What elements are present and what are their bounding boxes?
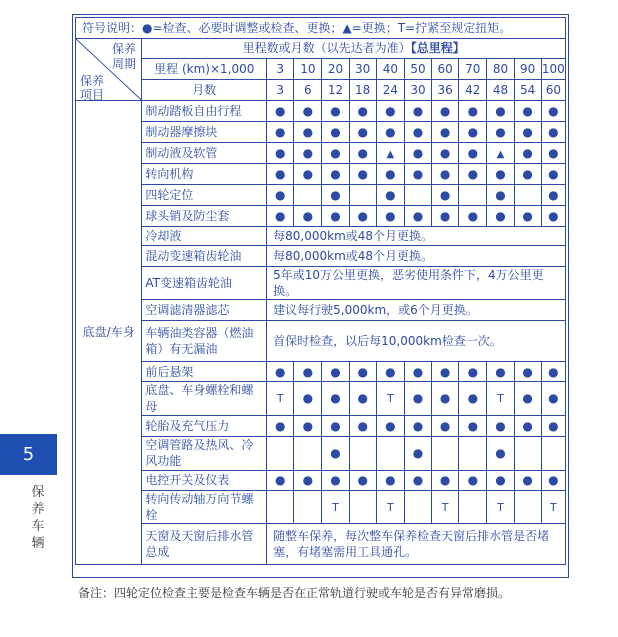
check-mark: ● [322, 101, 349, 122]
empty-cell [349, 436, 376, 470]
chapter-char: 车 [31, 519, 45, 534]
table-row [76, 185, 566, 206]
check-mark: ● [322, 436, 349, 470]
check-mark: ● [267, 362, 294, 382]
check-mark: ● [432, 185, 459, 206]
check-mark: ● [514, 415, 541, 436]
check-mark: ● [514, 122, 541, 143]
check-mark: ● [541, 415, 565, 436]
check-mark: ● [267, 143, 294, 164]
check-mark: ● [267, 122, 294, 143]
mileage-value: 20 [322, 59, 349, 80]
table-row [76, 382, 566, 415]
check-mark: ● [541, 122, 565, 143]
category-cell: 底盘/车身 [76, 101, 142, 565]
check-mark: ● [459, 206, 487, 227]
check-mark: ● [459, 470, 487, 490]
check-mark: ● [459, 415, 487, 436]
check-mark: ● [404, 164, 431, 185]
table-row [76, 524, 566, 565]
check-mark: ● [322, 362, 349, 382]
check-mark: ● [487, 362, 514, 382]
check-mark: ● [541, 206, 565, 227]
check-mark: ● [404, 382, 431, 415]
mileage-value: 70 [459, 59, 487, 80]
header-item-bottom: 项目 [80, 88, 105, 102]
item-name: 冷却液 [142, 227, 267, 246]
check-mark: ● [541, 101, 565, 122]
chapter-char: 保 [31, 485, 45, 500]
check-mark: ● [267, 185, 294, 206]
empty-cell [267, 490, 294, 523]
interval-title-highlight: 【总里程】 [410, 41, 465, 56]
check-mark: ● [322, 185, 349, 206]
check-mark: ● [376, 206, 404, 227]
check-mark: ● [376, 185, 404, 206]
months-value: 42 [459, 80, 487, 101]
check-mark: ● [349, 143, 376, 164]
empty-cell [459, 490, 487, 523]
table-row [76, 470, 566, 490]
check-mark: ● [349, 382, 376, 415]
torque-mark: T [376, 490, 404, 523]
header-item-top: 保养 [80, 74, 105, 88]
check-mark: ● [432, 122, 459, 143]
torque-mark: T [432, 490, 459, 523]
table-row [76, 490, 566, 523]
check-mark: ● [294, 362, 322, 382]
check-mark: ● [294, 143, 322, 164]
check-mark: ● [294, 470, 322, 490]
check-mark: ● [541, 382, 565, 415]
check-mark: ● [487, 415, 514, 436]
check-mark: ● [432, 382, 459, 415]
item-name: 空调滤清器滤芯 [142, 300, 267, 321]
check-mark: ● [376, 362, 404, 382]
symbol-legend: 符号说明：●=检查、必要时调整或检查、更换；▲=更换；T=拧紧至规定扭矩。 [76, 18, 566, 39]
check-mark: ● [404, 206, 431, 227]
mileage-value: 30 [349, 59, 376, 80]
table-row [76, 122, 566, 143]
check-mark: ● [541, 362, 565, 382]
check-mark: ● [376, 164, 404, 185]
check-mark: ● [487, 470, 514, 490]
item-note: 每80,000km或48个月更换。 [267, 227, 566, 246]
check-mark: ● [322, 415, 349, 436]
header-period-top: 保养 [112, 42, 137, 56]
check-mark: ● [322, 470, 349, 490]
table-row [76, 246, 566, 267]
check-mark: ● [322, 382, 349, 415]
mileage-label: 里程 (km)×1,000 [142, 59, 267, 80]
table-row [76, 300, 566, 321]
months-value: 3 [267, 80, 294, 101]
check-mark: ● [376, 122, 404, 143]
check-mark: ● [294, 382, 322, 415]
check-mark: ● [514, 206, 541, 227]
check-mark: ● [294, 206, 322, 227]
check-mark: ● [514, 143, 541, 164]
check-mark: ● [404, 470, 431, 490]
months-value: 6 [294, 80, 322, 101]
months-value: 24 [376, 80, 404, 101]
check-mark: ● [294, 164, 322, 185]
empty-cell [267, 436, 294, 470]
check-mark: ● [267, 101, 294, 122]
check-mark: ● [432, 164, 459, 185]
item-name: 电控开关及仪表 [142, 470, 267, 490]
check-mark: ● [404, 143, 431, 164]
check-mark: ● [376, 101, 404, 122]
check-mark: ● [349, 101, 376, 122]
check-mark: ● [404, 362, 431, 382]
item-name: 混动变速箱齿轮油 [142, 246, 267, 267]
check-mark: ● [459, 164, 487, 185]
mileage-value: 10 [294, 59, 322, 80]
check-mark: ● [432, 101, 459, 122]
check-mark: ● [376, 470, 404, 490]
check-mark: ● [267, 164, 294, 185]
check-mark: ● [322, 206, 349, 227]
item-name: 前后悬架 [142, 362, 267, 382]
months-value: 60 [541, 80, 565, 101]
check-mark: ● [404, 101, 431, 122]
mileage-value: 90 [514, 59, 541, 80]
item-name: 天窗及天窗后排水管总成 [142, 524, 267, 565]
item-name: 车辆油类容器（燃油箱）有无漏油 [142, 321, 267, 362]
torque-mark: T [267, 382, 294, 415]
empty-cell [294, 185, 322, 206]
mileage-value: 80 [487, 59, 514, 80]
check-mark: ● [487, 436, 514, 470]
torque-mark: T [541, 490, 565, 523]
mileage-value: 100 [541, 59, 565, 80]
check-mark: ● [514, 164, 541, 185]
torque-mark: T [487, 382, 514, 415]
check-mark: ● [487, 122, 514, 143]
empty-cell [459, 185, 487, 206]
check-mark: ● [514, 470, 541, 490]
check-mark: ● [349, 122, 376, 143]
check-mark: ● [404, 415, 431, 436]
table-row [76, 227, 566, 246]
item-name: 制动踏板自由行程 [142, 101, 267, 122]
check-mark: ● [487, 101, 514, 122]
empty-cell [404, 185, 431, 206]
check-mark: ● [487, 185, 514, 206]
months-value: 48 [487, 80, 514, 101]
table-row [76, 362, 566, 382]
empty-cell [376, 436, 404, 470]
check-mark: ● [432, 362, 459, 382]
empty-cell [514, 490, 541, 523]
item-name: 轮胎及充气压力 [142, 415, 267, 436]
empty-cell [349, 490, 376, 523]
table-row [76, 164, 566, 185]
check-mark: ● [514, 382, 541, 415]
header-period-bottom: 周期 [112, 57, 137, 71]
item-name: 转向机构 [142, 164, 267, 185]
chapter-char: 辆 [31, 536, 45, 551]
check-mark: ● [514, 362, 541, 382]
item-name: 底盘、车身螺栓和螺母 [142, 382, 267, 415]
check-mark: ● [349, 206, 376, 227]
check-mark: ● [459, 122, 487, 143]
check-mark: ● [432, 415, 459, 436]
check-mark: ● [432, 143, 459, 164]
check-mark: ● [294, 122, 322, 143]
item-note: 随整车保养，每次整车保养检查天窗后排水管是否堵塞，有堵塞需用工具通孔。 [267, 524, 566, 565]
months-value: 54 [514, 80, 541, 101]
empty-cell [349, 185, 376, 206]
empty-cell [541, 436, 565, 470]
item-note: 建议每行驶5,000km，或6个月更换。 [267, 300, 566, 321]
empty-cell [514, 185, 541, 206]
check-mark: ● [322, 143, 349, 164]
check-mark: ● [294, 415, 322, 436]
item-note: 首保时检查，以后每10,000km检查一次。 [267, 321, 566, 362]
check-mark: ● [487, 164, 514, 185]
item-name: 球头销及防尘套 [142, 206, 267, 227]
check-mark: ● [541, 185, 565, 206]
interval-title-text: 里程数或月数（以先达者为准） [242, 41, 411, 56]
item-name: 转向传动轴万向节螺栓 [142, 490, 267, 523]
header-corner [76, 39, 142, 101]
item-name: 制动器摩擦块 [142, 122, 267, 143]
item-name: AT变速箱齿轮油 [142, 267, 267, 300]
table-row [76, 206, 566, 227]
check-mark: ● [541, 164, 565, 185]
chapter-char: 养 [31, 502, 45, 517]
empty-cell [459, 436, 487, 470]
empty-cell [432, 436, 459, 470]
check-mark: ● [404, 122, 431, 143]
check-mark: ● [541, 470, 565, 490]
check-mark: ● [459, 101, 487, 122]
check-mark: ● [349, 362, 376, 382]
check-mark: ● [459, 362, 487, 382]
interval-title [142, 39, 566, 59]
table-row [76, 267, 566, 300]
check-mark: ● [376, 415, 404, 436]
months-value: 12 [322, 80, 349, 101]
mileage-value: 40 [376, 59, 404, 80]
chapter-title-vertical [28, 484, 48, 552]
check-mark: ● [432, 470, 459, 490]
check-mark: ● [404, 436, 431, 470]
months-value: 36 [432, 80, 459, 101]
check-mark: ● [541, 143, 565, 164]
chapter-number-tab: 5 [0, 434, 57, 475]
check-mark: ● [487, 206, 514, 227]
item-note: 每80,000km或48个月更换。 [267, 246, 566, 267]
check-mark: ● [294, 101, 322, 122]
torque-mark: T [376, 382, 404, 415]
empty-cell [514, 436, 541, 470]
months-value: 30 [404, 80, 431, 101]
check-mark: ● [514, 101, 541, 122]
check-mark: ● [322, 164, 349, 185]
check-mark: ● [267, 470, 294, 490]
check-mark: ● [459, 143, 487, 164]
item-name: 空调管路及热风、冷风功能 [142, 436, 267, 470]
replace-mark: ▲ [487, 143, 514, 164]
months-label: 月数 [142, 80, 267, 101]
empty-cell [294, 436, 322, 470]
item-note: 5年或10万公里更换，恶劣使用条件下，4万公里更换。 [267, 267, 566, 300]
check-mark: ● [349, 164, 376, 185]
maintenance-schedule-table [75, 17, 566, 565]
check-mark: ● [432, 206, 459, 227]
table-row [76, 415, 566, 436]
item-name: 四轮定位 [142, 185, 267, 206]
mileage-value: 60 [432, 59, 459, 80]
months-value: 18 [349, 80, 376, 101]
check-mark: ● [349, 415, 376, 436]
torque-mark: T [322, 490, 349, 523]
check-mark: ● [267, 206, 294, 227]
empty-cell [294, 490, 322, 523]
mileage-value: 50 [404, 59, 431, 80]
table-row [76, 101, 566, 122]
table-row [76, 436, 566, 470]
check-mark: ● [459, 382, 487, 415]
check-mark: ● [322, 122, 349, 143]
check-mark: ● [349, 470, 376, 490]
table-row [76, 143, 566, 164]
item-name: 制动液及软管 [142, 143, 267, 164]
table-row [76, 321, 566, 362]
footnote: 备注：四轮定位检查主要是检查车辆是否在正常轨道行驶或车轮是否有异常磨损。 [78, 586, 511, 600]
replace-mark: ▲ [376, 143, 404, 164]
check-mark: ● [267, 415, 294, 436]
torque-mark: T [487, 490, 514, 523]
empty-cell [404, 490, 431, 523]
mileage-value: 3 [267, 59, 294, 80]
